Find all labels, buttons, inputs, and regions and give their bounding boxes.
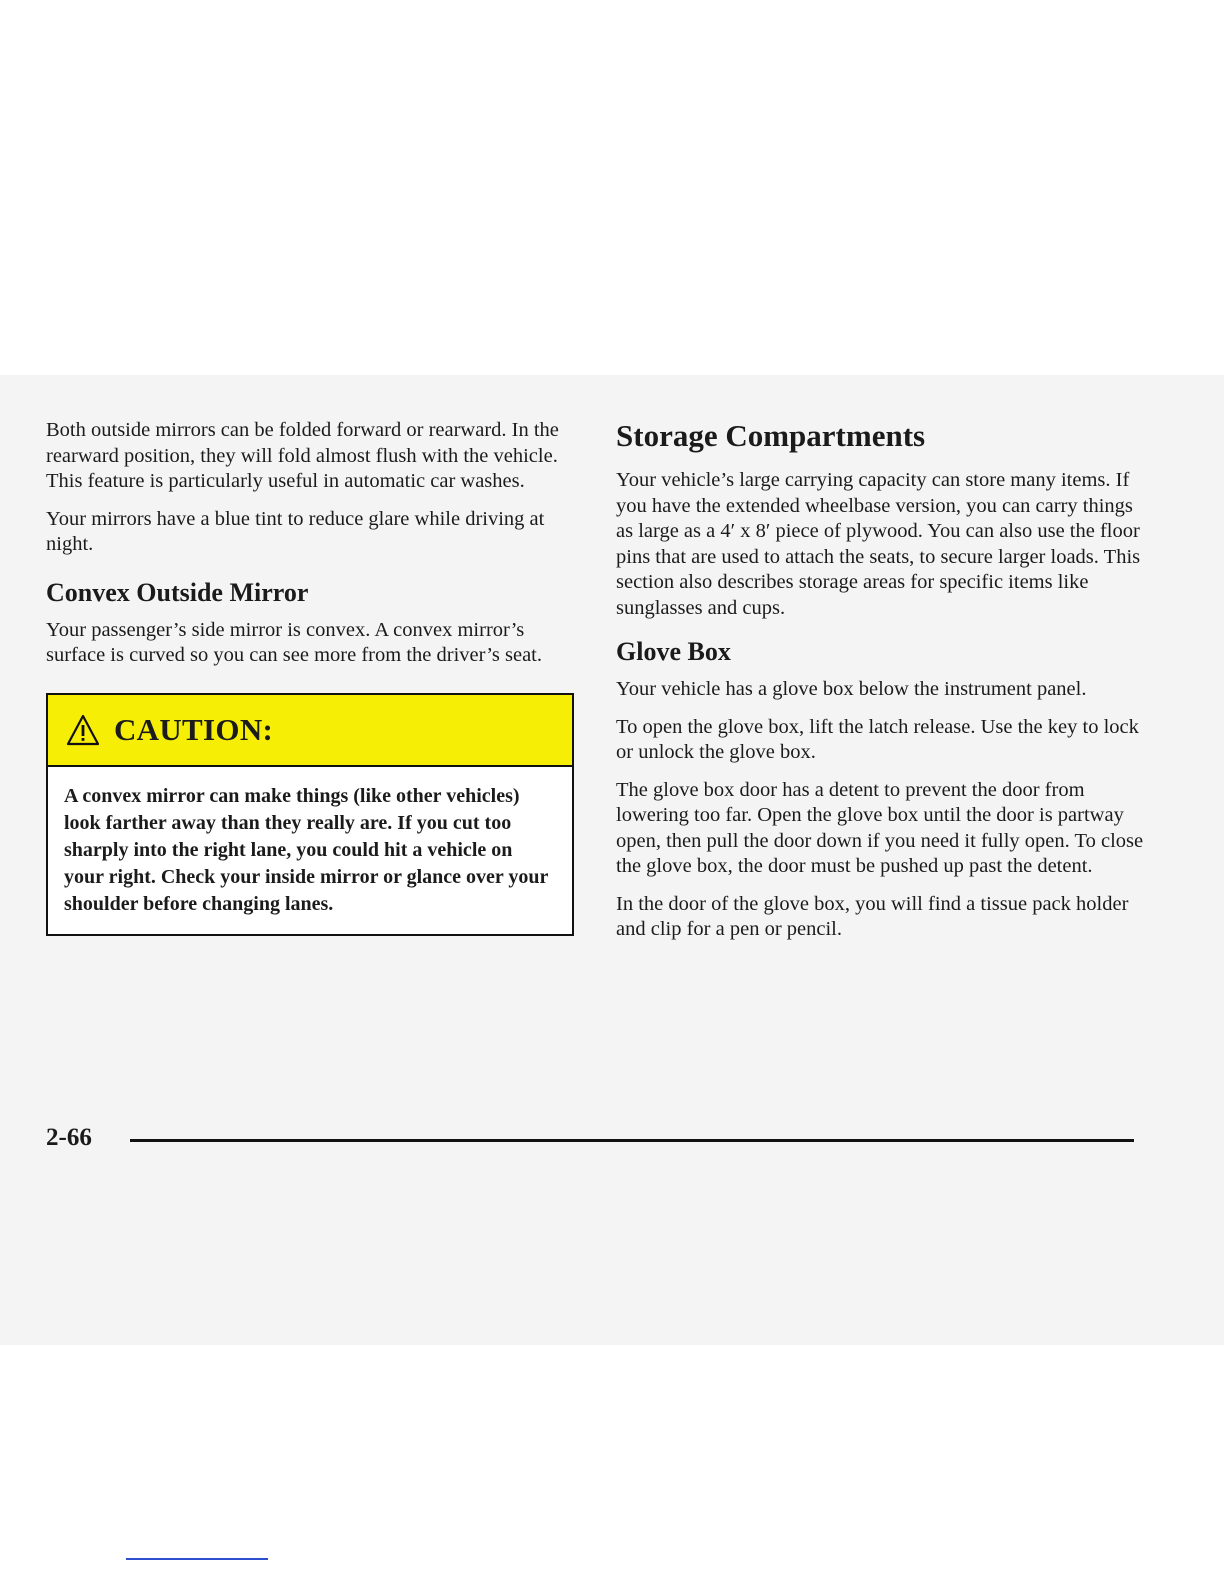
glove-box-paragraph-3: The glove box door has a detent to prevent the door from lowering too far. Open the glove box until the door is partway open, then pull the door down if you need it fully open. To close the glove box, the door must be pushed up past the detent. bbox=[616, 778, 1144, 877]
warning-triangle-icon bbox=[66, 714, 100, 746]
caution-box bbox=[46, 693, 574, 936]
footer-divider bbox=[130, 1139, 1134, 1142]
glove-box-paragraph-2: To open the glove box, lift the latch release. Use the key to lock or unlock the glove box. bbox=[616, 715, 1139, 763]
convex-mirror-paragraph: Your passenger’s side mirror is convex. A convex mirror’s surface is curved so you can see more from the driver’s seat. bbox=[46, 618, 542, 666]
bottom-link-underline[interactable] bbox=[126, 1558, 268, 1560]
glove-box-paragraph-1: Your vehicle has a glove box below the instrument panel. bbox=[616, 678, 1087, 700]
mirrors-tint-paragraph: Your mirrors have a blue tint to reduce glare while driving at night. bbox=[46, 507, 545, 555]
right-column bbox=[616, 418, 1146, 955]
caution-header bbox=[48, 695, 572, 767]
mirrors-fold-paragraph: Both outside mirrors can be folded forward or rearward. In the rearward position, they will fold almost flush with the vehicle. This feature is particularly useful in automatic car washes. bbox=[46, 419, 559, 492]
glove-box-heading: Glove Box bbox=[616, 637, 731, 666]
glove-box-paragraph-4: In the door of the glove box, you will find a tissue pack holder and clip for a pen or pencil. bbox=[616, 892, 1129, 940]
page-number: 2-66 bbox=[46, 1124, 92, 1151]
caution-title: CAUTION: bbox=[114, 711, 274, 747]
convex-mirror-heading: Convex Outside Mirror bbox=[46, 577, 309, 607]
storage-compartments-heading: Storage Compartments bbox=[616, 418, 926, 453]
caution-text: A convex mirror can make things (like other vehicles) look farther away than they really are. If you cut too sharply into the right lane, you could hit a vehicle on your right. Check your inside mirror or glance over your shoulder before changing lanes. bbox=[64, 784, 549, 915]
storage-paragraph: Your vehicle’s large carrying capacity can store many items. If you have the extended wheelbase version, you can carry things as large as a 4′ x 8′ piece of plywood. You can also use the floor pins that are used to attach the seats, to secure larger loads. This section also describes storage areas for specific items like sunglasses and cups. bbox=[616, 469, 1141, 619]
left-column bbox=[46, 418, 576, 936]
